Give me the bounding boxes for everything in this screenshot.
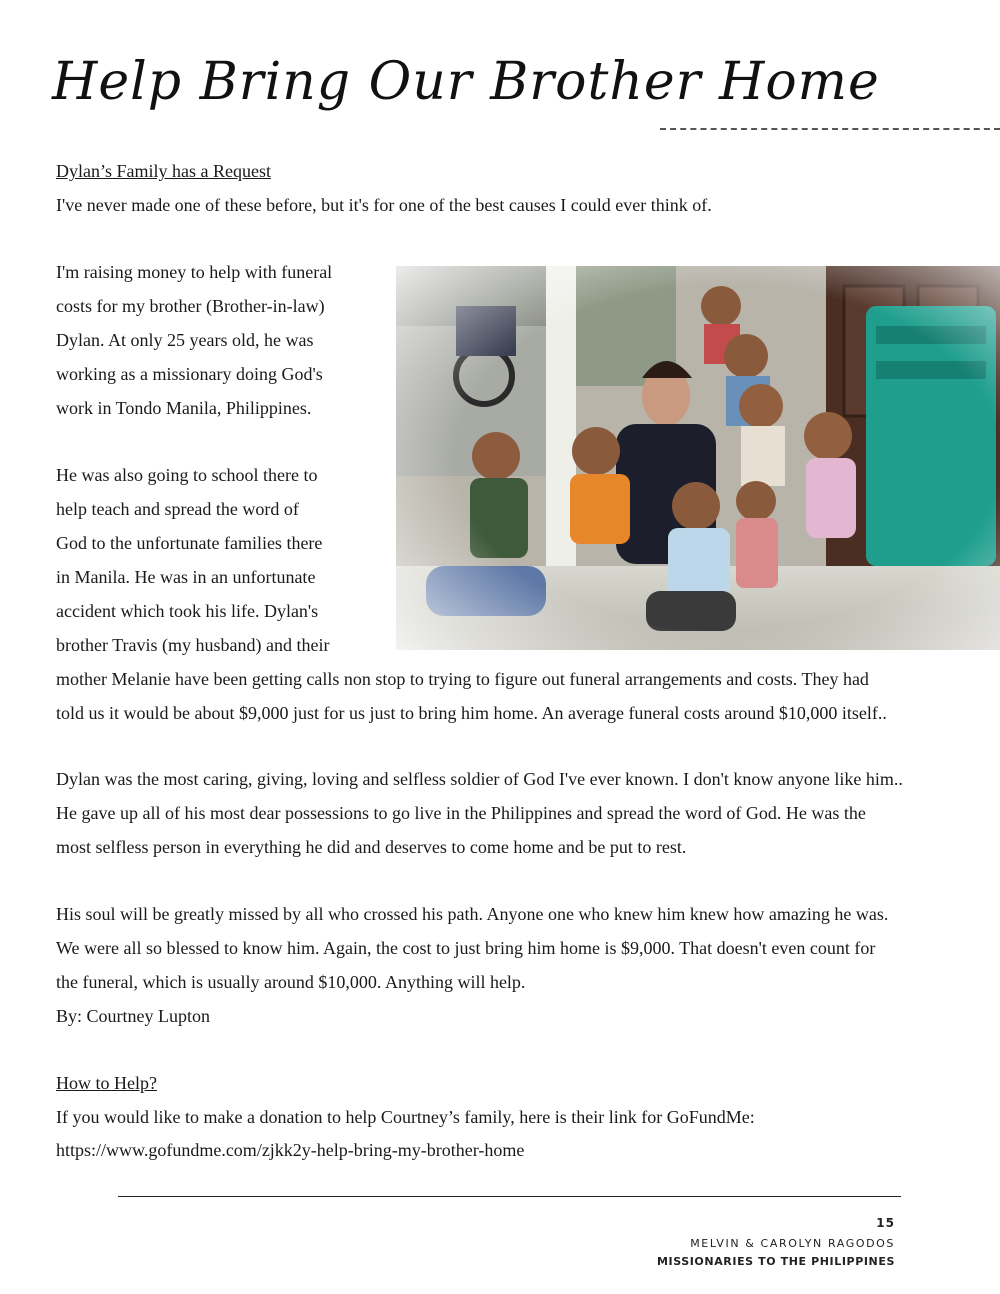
- section-heading-request: Dylan’s Family has a Request: [56, 161, 271, 181]
- donation-text: If you would like to make a donation to help Courtney’s family, here is their link for GoFundMe:: [56, 1107, 755, 1127]
- byline: By: Courtney Lupton: [56, 1006, 210, 1026]
- text-line: God to the unfortunate families there: [56, 533, 323, 553]
- body-paragraph: [56, 897, 888, 1033]
- text-line: work in Tondo Manila, Philippines.: [56, 398, 312, 418]
- text-line: I'm raising money to help with funeral: [56, 262, 333, 282]
- footer-organization: MISSIONARIES TO THE PHILIPPINES: [656, 1255, 895, 1268]
- text-line: We were all so blessed to know him. Again, the cost to just bring him home is $9,000. That doesn't even count for: [56, 938, 876, 958]
- text-line: working as a missionary doing God's: [56, 364, 323, 384]
- page-number: 15: [876, 1216, 895, 1230]
- text-line: the funeral, which is usually around $10,000. Anything will help.: [56, 972, 526, 992]
- text-line: mother Melanie have been getting calls non stop to trying to figure out funeral arrangements and costs. They had: [56, 669, 869, 689]
- gofundme-link[interactable]: https://www.gofundme.com/zjkk2y-help-bring-my-brother-home: [56, 1140, 525, 1160]
- group-photo-illustration: [396, 266, 1000, 650]
- group-photo: [396, 266, 1000, 650]
- intro-text: I've never made one of these before, but it's for one of the best causes I could ever think of.: [56, 195, 712, 215]
- text-line: His soul will be greatly missed by all who crossed his path. Anyone one who knew him knew how amazing he was.: [56, 904, 889, 924]
- section-heading-how-to-help: How to Help?: [56, 1073, 157, 1093]
- text-line: told us it would be about $9,000 just for us just to bring him home. An average funeral costs around $10,000 itself..: [56, 703, 887, 723]
- text-line: accident which took his life. Dylan's: [56, 601, 319, 621]
- footer-author: MELVIN & CAROLYN RAGODOS: [690, 1237, 895, 1250]
- text-line: Dylan. At only 25 years old, he was: [56, 330, 314, 350]
- footer-divider: [118, 1196, 901, 1197]
- text-line: costs for my brother (Brother-in-law): [56, 296, 325, 316]
- body-paragraph: [56, 762, 903, 864]
- title-dashed-rule: [660, 128, 1000, 130]
- text-line: brother Travis (my husband) and their: [56, 635, 330, 655]
- text-line: most selfless person in everything he did and deserves to come home and be put to rest.: [56, 837, 687, 857]
- text-line: He gave up all of his most dear possessions to go live in the Philippines and spread the word of God. He was the: [56, 803, 866, 823]
- text-line: Dylan was the most caring, giving, loving and selfless soldier of God I've ever known. I don't know anyone like him..: [56, 769, 903, 789]
- text-line: in Manila. He was in an unfortunate: [56, 567, 316, 587]
- text-line: help teach and spread the word of: [56, 499, 299, 519]
- text-line: He was also going to school there to: [56, 465, 318, 485]
- page-title: Help Bring Our Brother Home: [52, 52, 880, 112]
- body-paragraph: [56, 255, 332, 425]
